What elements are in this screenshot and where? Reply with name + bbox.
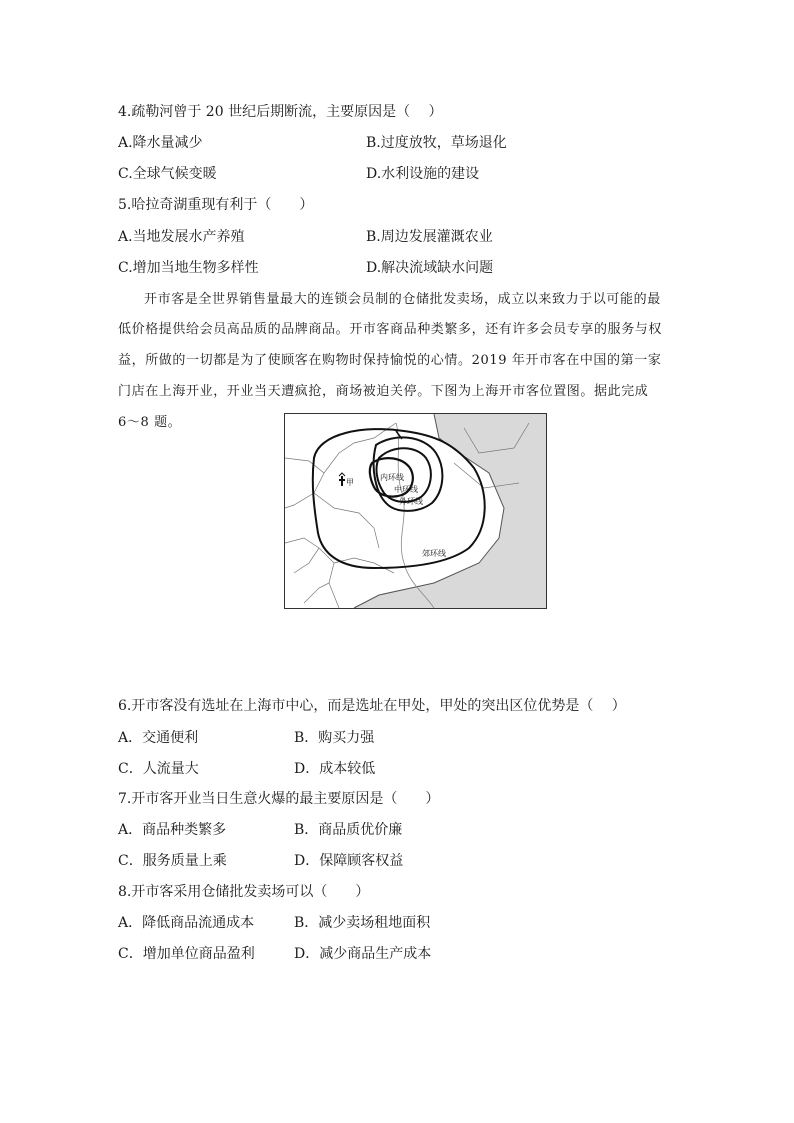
q7-option-a: A．商品种类繁多 xyxy=(118,822,227,838)
q6-option-c: C．人流量大 xyxy=(118,761,199,777)
q6-option-a: A．交通便利 xyxy=(118,730,199,746)
q4-option-c: C.全球气候变暖 xyxy=(118,166,217,182)
q8-option-a: A．降低商品流通成本 xyxy=(118,915,255,931)
q4-option-b: B.过度放牧，草场退化 xyxy=(366,135,507,151)
passage-line-4: 门店在上海开业，开业当天遭疯抢，商场被迫关停。下图为上海开市客位置图。据此完成 xyxy=(118,384,649,399)
q5-option-c: C.增加当地生物多样性 xyxy=(118,260,259,276)
q7-option-c: C．服务质量上乘 xyxy=(118,853,227,869)
q4-option-d: D.水利设施的建设 xyxy=(366,166,480,182)
suburban-ring-label: 郊环线 xyxy=(422,549,446,558)
q6-stem: 6.开市客没有选址在上海市中心，而是选址在甲处，甲处的突出区位优势是（ ） xyxy=(118,698,626,714)
q8-option-d: D．减少商品生产成本 xyxy=(294,946,432,962)
q7-option-b: B．商品质优价廉 xyxy=(294,822,403,838)
q7-option-d: D．保障顾客权益 xyxy=(294,853,404,869)
q5-option-a: A.当地发展水产养殖 xyxy=(118,229,245,245)
passage-line-2: 低价格提供给会员高品质的品牌商品。开市客商品种类繁多，还有许多会员专享的服务与权 xyxy=(118,322,663,337)
q7-stem: 7.开市客开业当日生意火爆的最主要原因是（ ） xyxy=(118,791,440,807)
passage-line-3: 益，所做的一切都是为了使顾客在购物时保持愉悦的心情。2019 年开市客在中国的第一家 xyxy=(118,353,662,368)
q8-stem: 8.开市客采用仓储批发卖场可以（ ） xyxy=(118,884,370,900)
q6-option-b: B．购买力强 xyxy=(294,730,375,746)
shanghai-costco-location-map xyxy=(284,413,547,609)
passage-line-5: 6～8 题。 xyxy=(118,415,182,430)
q5-stem: 5.哈拉奇湖重现有利于（ ） xyxy=(118,197,314,213)
q4-option-a: A.降水量减少 xyxy=(118,135,203,151)
q8-option-b: B．减少卖场租地面积 xyxy=(294,915,431,931)
q5-option-b: B.周边发展灌溉农业 xyxy=(366,229,493,245)
q5-option-d: D.解决流域缺水问题 xyxy=(366,260,494,276)
q8-option-c: C．增加单位商品盈利 xyxy=(118,946,255,962)
site-jia-label: 甲 xyxy=(346,478,354,487)
inner-ring-label: 内环线 xyxy=(380,473,404,482)
middle-ring-label: 中环线 xyxy=(394,485,418,494)
q4-stem: 4.疏勒河曾于 20 世纪后期断流，主要原因是（ ） xyxy=(118,104,443,120)
passage-line-1: 开市客是全世界销售量最大的连锁会员制的仓储批发卖场，成立以来致力于以可能的最 xyxy=(144,292,661,307)
q6-option-d: D．成本较低 xyxy=(294,761,376,777)
outer-ring-label: 外环线 xyxy=(399,497,423,506)
